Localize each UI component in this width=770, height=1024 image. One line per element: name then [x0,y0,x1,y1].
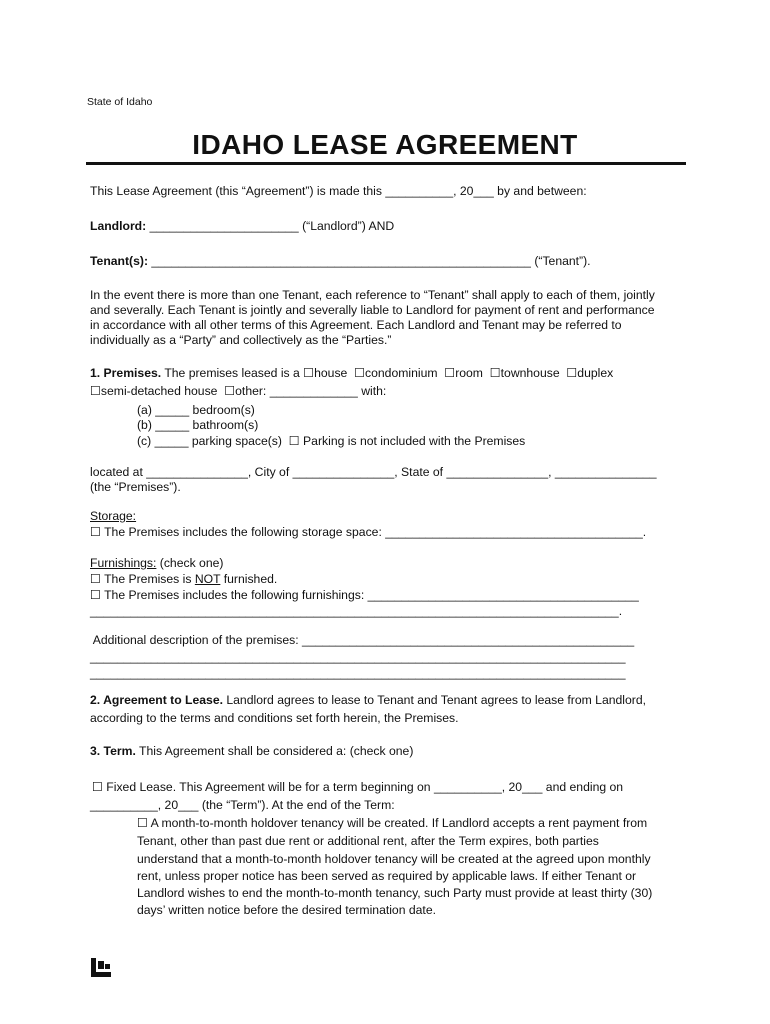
furnishings-note: (check one) [156,556,224,570]
paragraph-line: and severally. Each Tenant is jointly and severally liable to Landlord for payment of rent and performance [90,303,655,317]
intro-opening: This Lease Agreement (this “Agreement”) is made this __________, 20___ by and between: [90,184,587,198]
premises-definition: (the “Premises”). [90,480,181,494]
tenant-blank: ________________________________________________________ (“Tenant”). [148,254,591,268]
additional-line-2: _______________________________________________________________________________ [90,650,626,664]
premises-line-1 [90,366,613,381]
furnish-not-line [90,572,277,587]
storage-heading [90,509,136,524]
tenant-line [90,254,591,269]
furnish-not-word: NOT [194,572,221,586]
agreement-heading: 2. Agreement to Lease. [90,693,223,707]
located-line: located at _______________, City of _______________, State of _______________, _______________ [90,465,657,479]
bathrooms-line: (b) _____ bathroom(s) [137,418,259,432]
holdover-line: rent, unless proper notice has been served as required by applicable laws. If either Tenant or [137,869,637,883]
parking-line: (c) _____ parking space(s) ☐ Parking is not included with the Premises [137,434,526,448]
premises-line-2: ☐semi-detached house ☐other: _____________ with: [90,384,387,398]
furnishings-heading-text: Furnishings: [90,556,157,570]
agreement-line-1 [90,693,646,708]
fixed-lease-line-1: ☐ Fixed Lease. This Agreement will be for a term beginning on __________, 20___ and ending on [92,780,624,794]
state-label: State of Idaho [87,96,153,108]
furnish-not-post: furnished. [220,572,278,586]
holdover-line: ☐ A month-to-month holdover tenancy will be created. If Landlord accepts a rent payment from [137,816,648,830]
title-rule [86,162,686,165]
furnishings-heading [90,556,223,571]
additional-line-1: Additional description of the premises: _________________________________________________ [90,633,635,647]
term-heading: 3. Term. [90,744,136,758]
holdover-line: days’ written notice before the desired termination date. [137,903,436,917]
paragraph-line: individually as a “Party” and collectively as the “Parties.” [90,333,392,347]
document-title: IDAHO LEASE AGREEMENT [192,129,578,160]
landlord-label: Landlord: [90,219,147,233]
additional-line-3: _______________________________________________________________________________ [90,666,626,680]
holdover-line: understand that a month-to-month holdover tenancy will be created at the agreed upon monthly [137,852,651,866]
term-text: This Agreement shall be considered a: (check one) [135,744,414,758]
holdover-line: Landlord wishes to end the month-to-month tenancy, such Party must provide at least thirty (30) [137,886,653,900]
premises-type-options: The premises leased is a ☐house ☐condominium ☐room ☐townhouse ☐duplex [161,366,614,380]
paragraph-line: in accordance with all other terms of this Agreement. Each Landlord and Tenant may be referred to [90,318,622,332]
tenant-label: Tenant(s): [90,254,148,268]
storage-heading-text: Storage: [90,509,137,523]
term-line [90,744,413,759]
agreement-line-2: according to the terms and conditions set forth herein, the Premises. [90,711,459,725]
landlord-line [90,219,394,234]
storage-line: ☐ The Premises includes the following storage space: ______________________________________. [90,525,647,539]
agreement-text: Landlord agrees to lease to Tenant and Tenant agrees to lease from Landlord, [222,693,647,707]
furnish-blank-line: ______________________________________________________________________________. [90,604,623,618]
holdover-line: Tenant, other than past due rent or additional rent, after the Term expires, both parties [137,834,599,848]
lawdistrict-logo-icon [91,958,111,977]
bedrooms-line: (a) _____ bedroom(s) [137,403,255,417]
furnish-not-pre: ☐ The Premises is [90,572,195,586]
landlord-blank: ______________________ (“Landlord”) AND [146,219,395,233]
fixed-lease-line-2: __________, 20___ (the “Term”). At the end of the Term: [90,798,395,812]
furnish-includes-line: ☐ The Premises includes the following furnishings: ________________________________________ [90,588,639,602]
premises-heading: 1. Premises. [90,366,162,380]
paragraph-line: In the event there is more than one Tenant, each reference to “Tenant” shall apply to each of them, jointly [90,288,655,302]
